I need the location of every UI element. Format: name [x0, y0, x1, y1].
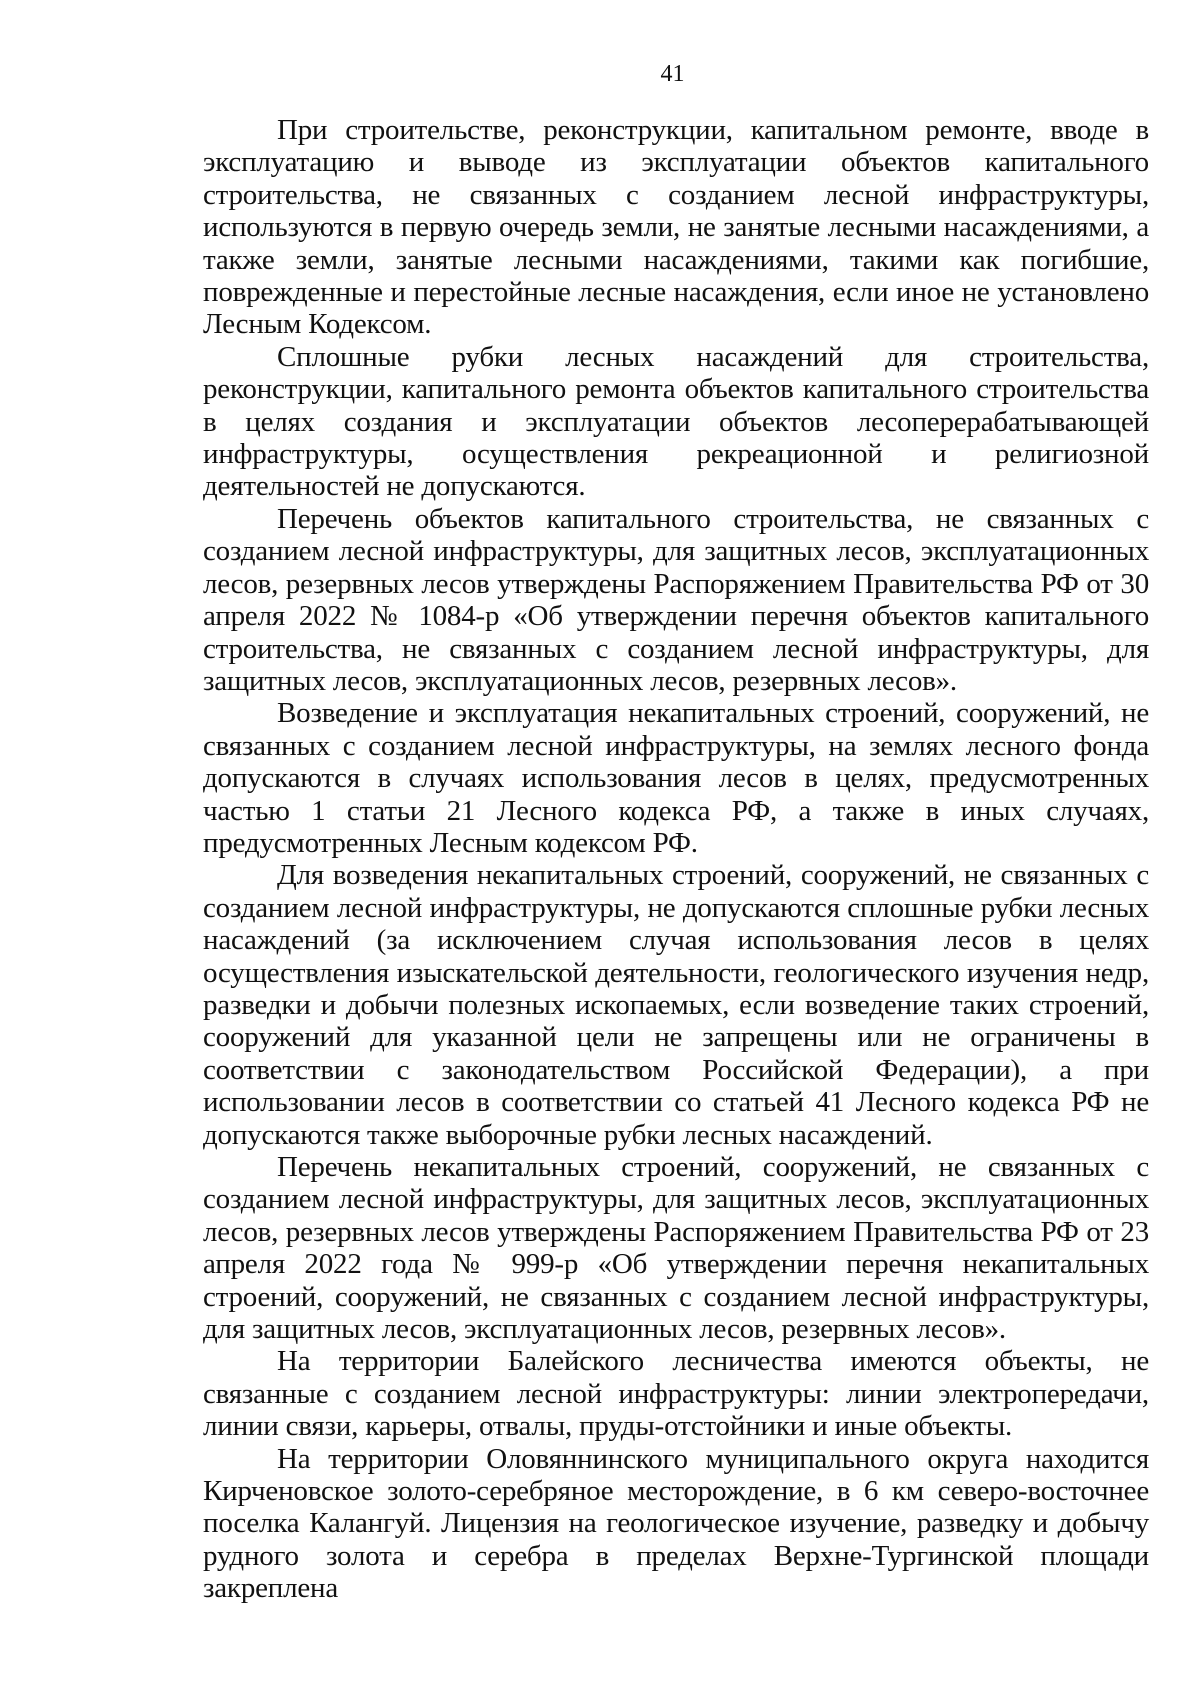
paragraph: Перечень некапитальных строений, сооружений, не связанных с созданием лесной инфраструктуры, для защитных лесов, эксплуатационных лесов, резервных лесов утверждены Распоряжением Правительства РФ от 23 апреля 2022 года № 999-р «Об утверждении перечня некапитальных строений, сооружений, не связанных с созданием лесной инфраструктуры, для защитных лесов, эксплуатационных лесов, резервных лесов».	[203, 1151, 1149, 1346]
paragraph: Сплошные рубки лесных насаждений для строительства, реконструкции, капитального ремонта объектов капитального строительства в целях создания и эксплуатации объектов лесоперерабатывающей инфраструктуры, осуществления рекреационной и религиозной деятельностей не допускаются.	[203, 340, 1149, 503]
paragraph: При строительстве, реконструкции, капитальном ремонте, вводе в эксплуатацию и выводе из эксплуатации объектов капитального строительства, не связанных с созданием лесной инфраструктуры, используются в первую очередь земли, не занятые лесными насаждениями, а также земли, занятые лесными насаждениями, такими как погибшие, поврежденные и перестойные лесные насаждения, если иное не установлено Лесным Кодексом.	[203, 114, 1149, 341]
paragraph: Перечень объектов капитального строительства, не связанных с созданием лесной инфраструктуры, для защитных лесов, эксплуатационных лесов, резервных лесов утверждены Распоряжением Правительства РФ от 30 апреля 2022 № 1084-р «Об утверждении перечня объектов капитального строительства, не связанных с созданием лесной инфраструктуры, для защитных лесов, эксплуатационных лесов, резервных лесов».	[203, 502, 1149, 697]
paragraph-last: На территории Оловяннинского муниципального округа находится Кирченовское золото-серебряное месторождение, в 6 км северо-восточнее поселка Калангуй. Лицензия на геологическое изучение, разведку и добычу рудного золота и серебра в пределах Верхне-Тургинской площади закреплена	[203, 1442, 1149, 1605]
paragraph: Возведение и эксплуатация некапитальных строений, сооружений, не связанных с созданием лесной инфраструктуры, на землях лесного фонда допускаются в случаях использования лесов в целях, предусмотренных частью 1 статьи 21 Лесного кодекса РФ, а также в иных случаях, предусмотренных Лесным кодексом РФ.	[203, 697, 1149, 859]
paragraph: На территории Балейского лесничества имеются объекты, не связанные с созданием лесной инфраструктуры: линии электропередачи, линии связи, карьеры, отвалы, пруды-отстойники и иные объекты.	[203, 1345, 1149, 1443]
body-text	[203, 114, 1149, 1605]
paragraph: Для возведения некапитальных строений, сооружений, не связанных с созданием лесной инфраструктуры, не допускаются сплошные рубки лесных насаждений (за исключением случая использования лесов в целях осуществления изыскательской деятельности, геологического изучения недр, разведки и добычи полезных ископаемых, если возведение таких строений, сооружений для указанной цели не запрещены или не ограничены в соответствии с законодательством Российской Федерации), а при использовании лесов в соответствии со статьей 41 Лесного кодекса РФ не допускаются также выборочные рубки лесных насаждений.	[203, 859, 1149, 1151]
page-number: 41	[660, 61, 685, 87]
